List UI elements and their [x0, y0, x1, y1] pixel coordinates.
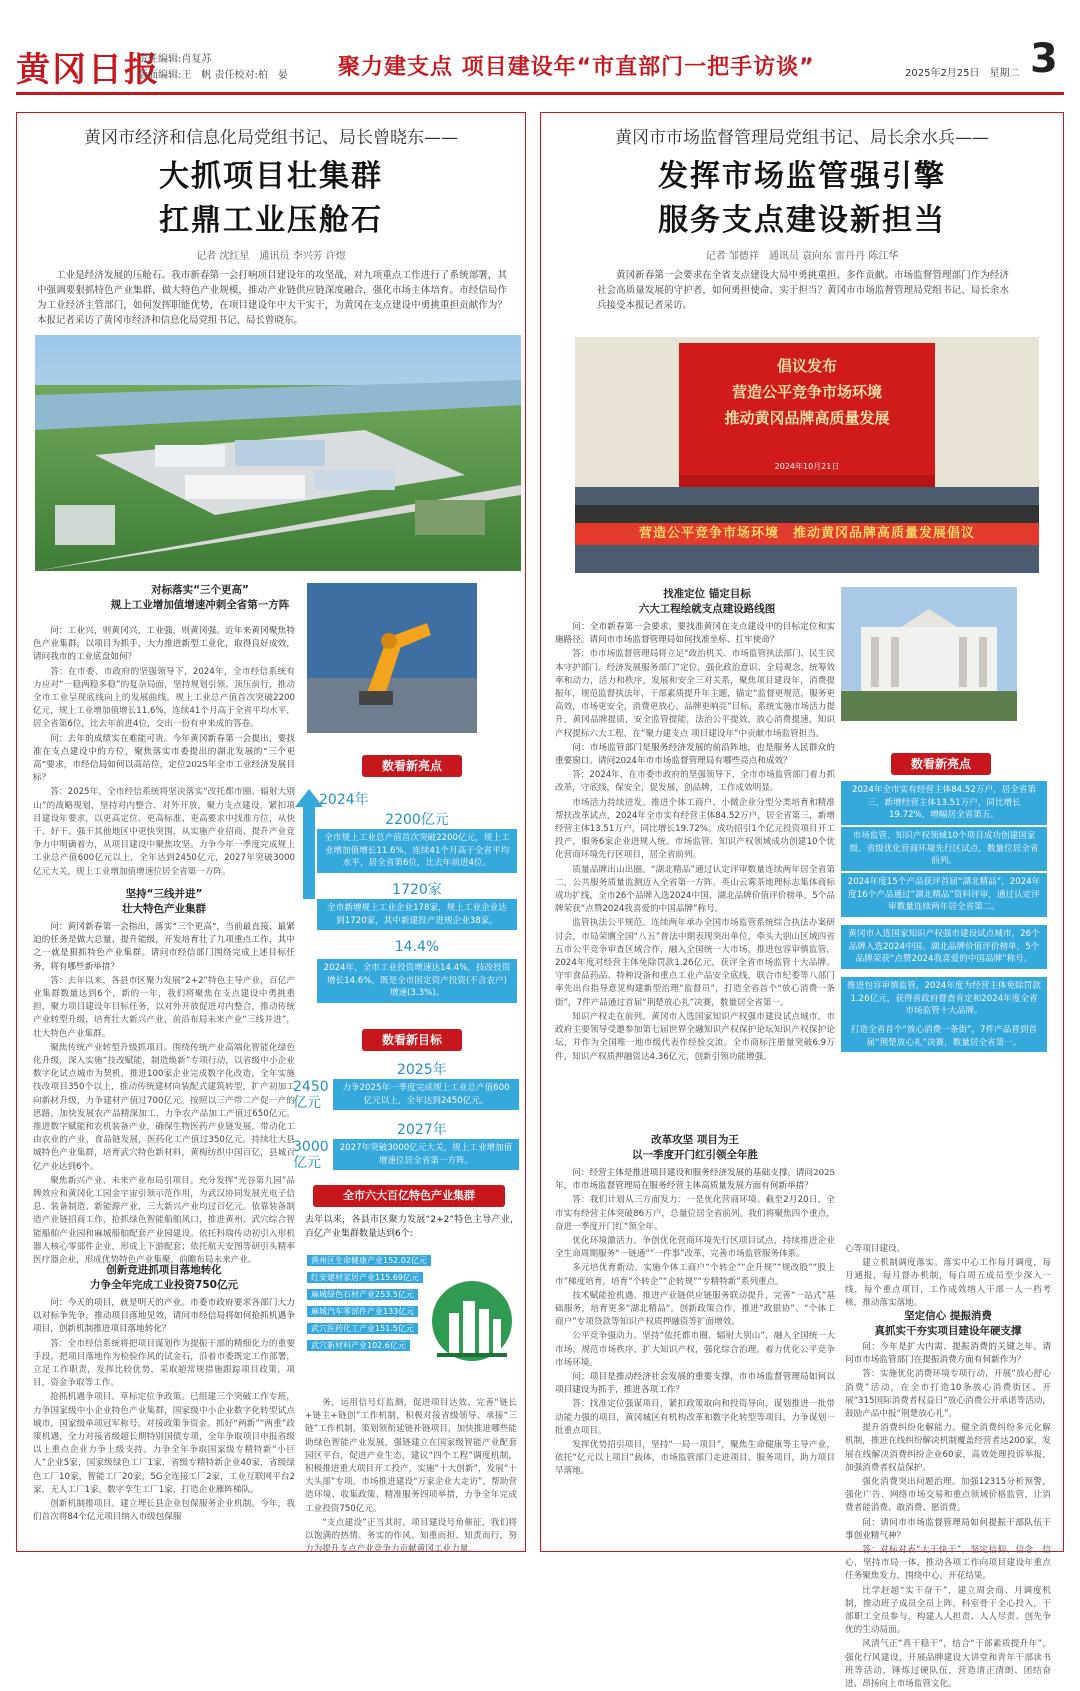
left-subhead-3-line-2: 力争全年完成工业投资750亿元	[90, 1279, 238, 1291]
industry-cluster-item: 麻城绿色石材产业253.5亿元	[307, 1289, 418, 1300]
left-goals-badge: 数看新目标	[362, 1029, 462, 1051]
right-stats-badge: 数看新亮点	[891, 753, 991, 775]
banner-line-2: 营造公平竞争市场环境	[731, 383, 882, 401]
right-paragraph-enforcement: 监管执法公平规范。连续两年承办全国市场监管系统综合执法办案研讨会，市局荣膺全国“八五”普法中期表现突出单位，牵头大别山区域四省五市公平竞争审查区域合作，融入全国统一大市场。推进包容审慎监管，2024年度对经营主体免除罚款1.26亿元，获评全省市场监管十大品牌。守牢食品药品、特种设备和重点工业产品安全底线，联合市纪委等八部门率先出台指导意见构建新型治理“监督员”，打造全省首个“放心消费一条街”，7件产品通过首届“荆楚放心礼”决赛，数量居全省第一。	[555, 918, 835, 1008]
right-answer-6: 答：对标对表“大干快干”，坚定信仰、信念、信心，坚持市局一体，推动各项工作向项目建设年重点任务聚焦发力，围绕中心，开花结果。	[845, 1545, 1051, 1582]
industrial-park-image	[35, 335, 521, 571]
industry-cluster-item: 红安建材家居产业115.69亿元	[307, 1272, 423, 1283]
left-body-block-4	[305, 1397, 517, 1555]
right-question-1: 问：全市新春第一会要求，要找准黄冈在支点建设中的目标定位和实施路径。请问市市场监督管理局如何找准坐标、扛牢使命？	[555, 622, 835, 646]
right-question-3: 问：经营主体是推进项目建设和服务经济发展的基础支撑。请问2025年，市市场监督管理局在服务经营主体高质量发展方面有何新举措？	[555, 1168, 835, 1192]
left-paragraph-closing: “支点建设”正当其时，项目建设号角催征，我们将以饱满的热情、务实的作风、知重而担、知责而行，努力为提升支点产业竞争力贡献黄冈工业力量。	[305, 1517, 517, 1555]
left-question-1: 问：工业兴，则黄冈兴，工业强，则黄冈强。近年来黄冈聚焦特色产业集群，以项目为抓手，大力推进新型工业化，取得良好成效，请问我市的工业底盘如何？	[33, 626, 295, 663]
factory-city-icon	[427, 1263, 517, 1373]
page-number: 3	[1030, 36, 1058, 82]
left-industries-badge: 全市六大百亿特色产业集群	[313, 1185, 505, 1207]
right-title-line-2: 服务支点建设新担当	[658, 203, 946, 238]
right-body-block-1	[555, 621, 835, 1131]
left-stat-2-desc: 全市新增规上工业企业178家，规上工业企业达到1720家，其中新建投产进规企业38家。	[317, 899, 517, 930]
right-answer-5: 答：实施优化消费环境专项行动，开展“放心舒心消费”活动，在全市打造10条放心消费街区。开展“315国际消费者权益日”放心消费公开承诺等活动，鼓励产品中报“荆楚放心礼”。	[845, 1369, 1051, 1420]
banner-text	[679, 353, 935, 431]
left-stat-1-value: 2200亿元	[385, 812, 449, 828]
industry-cluster-item: 麻城汽车零部件产业133亿元	[307, 1306, 418, 1317]
left-intro: 工业是经济发展的压舱石。我市新春第一会打响项目建设年的攻坚战，对九项重点工作进行了系统部署，其中强调要狠抓特色产业集群，做大特色产业规模，推动产业链供应链深度融合，强化市场主体培育。市经信局作为工业经济主管部门，如何发挥职能优势，在项目建设年中大干实干，为黄冈在支点建设中勇挑重担贡献作为？本报记者采访了黄冈市经济和信息化局党组书记、局长曾晓东。	[37, 270, 507, 326]
right-body-block-2	[555, 1167, 835, 1545]
left-kicker: 黄冈市经济和信息化局党组书记、局长曾晓东——	[84, 128, 458, 148]
newspaper-logo: 黄冈日报	[16, 50, 160, 90]
left-byline: 记者 沈红星 通讯员 李兴芳 许煜	[196, 251, 346, 262]
right-body-block-4	[845, 1341, 1051, 1690]
banner-line-3: 推动黄冈品牌高质量发展	[724, 409, 890, 427]
industrial-park-aerial-photo	[35, 335, 521, 571]
left-answer-2: 答：2025年，全市经信系统将坚决落实“改托都市圈、辐射大别山”的战略规划，坚持对内整合、对外开放，聚力支点建设，紧扣项目建设年要求，以更高定位、更高标准、更高要求中找准方位，从快干、好干、强干其他地区中更快突围，从实施产业招商、提升产业竞争力中明确着力，从项目建设中聚焦攻坚。力争今年一季度完成规上工业总产值600亿元以上，全年达到2450亿元，2027年突破3000亿元大关，规上工业增加值增速位居全省第一方阵。	[33, 787, 295, 877]
left-paragraph-transform: 聚焦传统产业转型升级抓项目。围绕传统产业高端化智能化绿色化升级，深入实施“技改赋能，制造焕新”专项行动，以省级中小企业数字化试点城市为契机，推进100家企业完成数字化改造，全年实施技改项目350个以上，推动传统建材向装配式建筑转型，扩产初加工向新材升级，力争建材产值过700亿元。按照以三产带二产促一产的思路，加快发展农产品精深加工，力争农产品加工产值过650亿元。推进数字赋能和农机装备产业，确保生物医药产业链发展，带动化工由农业的产业、食品链发展，医药化工产值过350亿元。持续壮大县城特色产业集群，培育武穴特色新材料，黄梅纺织中国百亿，县城百亿产业达到6个。	[33, 1042, 295, 1172]
right-paragraph-tech: 技术赋能抢机遇。推进产业链供应链服务联动提升，完善“一站式”基础服务，培育更多“湖北精品”。创新政策合作，推进“政银协”、“个体工商户”专项贷款等知识产权质押融资等扩面增效。	[555, 1290, 835, 1328]
right-question-5: 问：今年是扩大内需、提振消费的关键之年。请问市市场监管部门在提振消费方面有何新作为？	[845, 1342, 1051, 1366]
right-stat-item: 黄冈市入选国家知识产权强市建设试点城市，26个品牌入选2024中国、湖北品牌价值评价榜单，5个品牌荣获“点赞2024我喜爱的中国品牌”称号。	[841, 925, 1047, 969]
right-title-line-1: 发挥市场监管强引擎	[658, 159, 946, 194]
right-paragraph-continued: 心等项目建设。	[845, 1244, 906, 1254]
right-paragraph-integrity: 风清气正“真干稳干”，结合“干部素质提升年”，强化行风建设，开展品牌建设大讲堂和青年干部读书班等活动，锤炼过硬队伍，营造清正清朗、团结奋进、昂扬向上市场监管文化。	[845, 1639, 1051, 1690]
left-body-block-2	[33, 921, 295, 1266]
right-answer-2: 答：2024年，在市委市政府的坚强领导下，全市市场监管部门着力抓改革，守底线，保安全，促发展，创品牌，工作成效明显。	[555, 770, 835, 794]
staff-credits	[138, 52, 288, 84]
left-body-block-1	[33, 625, 295, 881]
page-slogan: 聚力建支点 项目建设年“市直部门一把手访谈”	[338, 55, 815, 80]
right-paragraph-competition: 公平竞争强动力。坚持“依托都市圈、辐射大别山”，融入全国统一大市场，规范市场秩序，扩大知识产权，强化综合治理，着力优化公平竞争市场环境。	[555, 1331, 835, 1368]
right-stat-item: 2024年全市实有经营主体84.52万户，居全省第三，新增经营主体13.51万户，同比增长19.72%，增幅居全省第五。	[841, 781, 1047, 825]
right-question-2: 问：市场监管部门是服务经济发展的前沿阵地，也是服务人民群众的重要窗口。请问2024年市市场监督管理局有哪些亮点和成效？	[555, 742, 835, 767]
left-body-block-3	[33, 1297, 295, 1545]
right-paragraph-cultivate: 多元培优育新动。实施个体工商户“个转企”“企升规”“规改股”“股上市”梯度培育，培育“个转企”“企转规”“专精特新”系列重点。	[555, 1263, 835, 1287]
right-stat-item: 打造全省首个“放心消费一条街”，7件产品晋到首届“荆楚放心礼”决赛，数量居全省第一。	[841, 1021, 1047, 1052]
right-stat-item: 推进包容审慎监管，2024年度为经营主体免除罚款1.26亿元，获得省政府督查肯定和2024年度全省市场监管十大品牌。	[841, 977, 1047, 1021]
left-goal-2-value: 3000亿元	[293, 1139, 329, 1171]
industry-cluster-graphic	[427, 1263, 517, 1373]
right-paragraph-vitality: 市场活力持续迸发。推进个体工商户、小微企业分型分类培育和精准帮扶改革试点，2024年全市实有经营主体84.52万户，居全省第三，新增经营主体13.51万户，同比增长19.72%。成功招引1个亿元投资项目开工投产，服务6家企业进规入统。市场监管、知识产权领域成功创建10个优化营商环境先行区项目，居全省前列。	[555, 797, 835, 861]
left-goal-1-value: 2450亿元	[293, 1079, 329, 1111]
issue-date: 2025年2月25日 星期二	[905, 68, 1020, 79]
right-subhead-3	[845, 1309, 1051, 1339]
left-subhead-2-line-1: 坚持“三线并进”	[125, 888, 203, 900]
industry-cluster-item: 黄州区生命健康产业152.02亿元	[307, 1255, 431, 1266]
masthead	[0, 0, 1080, 92]
right-subhead-3-line-2: 真抓实干夯实项目建设年硬支撑	[874, 1325, 1022, 1337]
left-subhead-1-line-2: 规上工业增加值增速冲刺全省第一方阵	[110, 599, 290, 611]
left-paragraph-emerging: 聚焦新兴产业、未来产业布局引项目。充分发挥“光谷第九园”品牌效应和黄冈化工园金宇宙引领示范作用，为武汉协同发展光电子信息、装备制造、新能源产业，三大新兴产业均过百亿元。依靠装备制造产业链招商工作，抢抓绿色智能船舶风口，推进黄州、武穴综合智能船舶产业园和麻城船舶配套产业园建设。依托科瑞传动初引入形机器人核心零部件企业，形成上下游配套；依托航天安图等研引头精率医疗器企业，形成优势特色产业集聚，前瞻布局未来产业。	[33, 1175, 295, 1266]
right-subhead-1-line-1: 找准定位 锚定目标	[663, 588, 751, 600]
right-subhead-1	[557, 587, 857, 617]
event-strip-banner: 营造公平竞争市场环境 推动黄冈品牌高质量发展倡议	[575, 523, 1039, 545]
right-paragraph-schedule: 建立机制调度落实。落实中心工作每月调度，每月通报，每月督办机制，每白周五成员至少深入一线，每个重点项目，工作成效纳入干部一人一档考核，推动落实落地。	[845, 1258, 1051, 1308]
left-industries-intro: 去年以来，各县市区聚力发展“2+2”特色主导产业，百亿产业集群数量达到6个:	[305, 1215, 519, 1239]
fair-competition-event-photo	[575, 337, 1039, 573]
right-stat-item: 市场监管、知识产权领域10个项目成功创建国家级、省级优化营商环境先行区试点，数量位居全省前列。	[841, 827, 1047, 871]
building-image	[841, 587, 1017, 721]
government-building-photo	[841, 587, 1017, 721]
right-article	[540, 112, 1064, 1690]
right-subhead-2-line-2: 以一季度开门红引领全年胜	[632, 1149, 758, 1161]
right-subhead-3-line-1: 坚定信心 提振消费	[904, 1310, 992, 1322]
right-paragraph-ip: 知识产权走在前列。黄冈市入选国家知识产权强市建设试点城市，市政府主要领导受邀参加第七届世界全融知识产权保护论坛知识产权保护论坛，并作为全国唯一地市级代表作经验交流。全市商标注册量突破6.9万件，知识产权质押融资达4.36亿元，创新引领功能增强。	[555, 1011, 835, 1062]
arrow-shaft	[303, 807, 315, 899]
right-paragraph-governance: 强化消费突出问题治理。加强12315分析预警，强化广告、网络市场交易和重点领域价格监管，让消费者能消费、敢消费、愿消费。	[845, 1477, 1051, 1514]
industry-cluster-item: 武穴新材料产业102.6亿元	[307, 1340, 410, 1351]
left-stat-3-desc: 2024年，全市工业投资增速达14.4%，技改投资增长14.6%，既是全市固定资产投资(不含农户)增速(3.3%)。	[317, 959, 517, 1003]
right-paragraph-environment: 优化环境激活力。争创优化营商环境先行区项目试点，持续推进企业全生命周期服务“一链通”“一件事”改革，完善市场监管服务体系。	[555, 1236, 835, 1260]
right-body-block-3	[845, 1243, 1051, 1308]
left-subhead-2-line-2: 壮大特色产业集群	[122, 903, 206, 915]
staff-line-1: 责任编辑:肖复苏	[138, 54, 212, 65]
masthead-divider	[16, 92, 1064, 95]
left-goal-2-desc: 2027年突破3000亿元大关，规上工业增加值增速位居全省第一方阵。	[333, 1139, 519, 1170]
left-title-line-2: 扛鼎工业压舱石	[159, 203, 383, 238]
right-paragraph-attract: 发挥优势招引项目，坚持“一局一项目”，聚焦生命健康等主导产业，依托“亿元以上项目”载体，市场监管部门走进项目、服务项目，助力项目早落地。	[555, 1440, 835, 1477]
left-paragraph-policy: 抢抓机遇争项目。草标定位争政策。已组建三个突破工作专班，力争国家级中小企业特色产业集群，国家级中小企业数字化转型试点城市，国家级单项冠军称号。对接政策争资金。抓好“两新”“两重”政策机遇，全力对接省级超长期特别国债专项，全年争取项目申报省级以上重点企业力争上级支持。力争全年争取国家级专精特新“小巨人”企业5家，国家级绿色工厂1家，省级专精特新企业40家，省级绿色工厂10家，智能工厂20家，5G全连接工厂2家，工业互联网平台2家，无人工厂1家，数字孪生工厂1家，打造企业雁阵梯队。	[33, 1392, 295, 1495]
right-subhead-2-line-1: 改革攻坚 项目为王	[651, 1134, 739, 1146]
banner-date: 2024年10月21日	[774, 462, 840, 471]
right-answer-3: 答：我们计划从三方面发力：一是优化营商环境。截至2月20日，全市实有经营主体突破86万户，总量位居全省前列。我们将聚焦四个重点，奋进一季度开门红“领全年。	[555, 1195, 835, 1232]
left-article	[16, 112, 526, 1555]
left-paragraph-continued: 务，运用信号灯监测，促进项目达效。完善“链长+链主+链创”工作机制，积极对接省级领导、承接“三链”工作机制，策划领衔延链补链项目，加快推进哪些能助绿色智能产业发展，强链建立在国家级智能产业配套园区平台，促进产业生态，建议“四个工程”调度机制，积极推进重大项目开工投产，实施“十大创新”，发展“十大头部”专项。市场推进建设“万家企业大走访”，帮助营造环境、收集政策、精准服务四项举措，力争全年完成工业投资750亿元。	[305, 1398, 517, 1514]
left-stat-2-value: 1720家	[392, 882, 442, 898]
staff-line-2: 版面编辑:王 帆 责任校对:柏 晏	[138, 70, 288, 81]
left-goal-1-desc: 力争2025年一季度完成规上工业总产值600亿元以上，全年达到2450亿元。	[333, 1079, 519, 1110]
right-question-6: 问：请问市市场监督管理局如何提振干部队伍干事创业精气神？	[845, 1517, 1051, 1541]
right-answer-1: 答：市市场监督管理局将立足“政治机关、市场监管执法部门、民生民本守护部门、经济发展服务部门”定位，强化政治意识、全局观念、统筹效率和动力，活力和秩序，发展和安全三对关系，聚焦项目建设年，消费提振年，规范监督执法年，干部素质提升年主题，锚定“监督更规范，服务更高效，市场更安全，消费更放心，品牌更响亮”目标，系统实施市场活力提升，黄冈品牌提质，安全监管提能，法治公平提效，放心消费提速，知识产权提标六大工程，在“聚力建支点 项目建设年”中贡献市场监管担当。	[555, 649, 835, 739]
right-paragraph-quality: 质量品牌出山出圈。“湖北精品”通过认定评审数量连续两年居全省第二，公共服务质量监测迈入全省第一方阵。英山云雾茶地理标志集体商标成功扩线，全市26个品牌入选2024中国、湖北品牌价值评价榜单，5个品牌荣获“点赞2024我喜爱的中国品牌”称号。	[555, 864, 835, 915]
left-answer-3: 答：去年以来，各县市区聚力发展“2+2”特色主导产业，百亿产业集群数量达到6个，新的一年，我们将聚焦在支点建设中勇挑重担，聚力项目建设年目标任务，以对外开放促进对内整合，推动传统产业转型升级，培育壮大新兴产业，前沿布局未来产业“三线并进”，壮大特色产业集群。	[33, 975, 295, 1039]
left-stats-badge: 数看新亮点	[362, 755, 462, 777]
robot-arm-image	[307, 583, 477, 733]
left-stat-1-year: 2024年	[319, 792, 369, 808]
right-answer-4: 答：找准定位强谋项目，紧扣政策取向和投资导向，谋划推进一批带动能力强的项目，黄冈城区有机构改革和数字化转型等项目，力争谋划一批重点项目。	[555, 1399, 835, 1436]
left-subhead-3	[33, 1263, 295, 1293]
left-paragraph-mechanism: 创新机制推项目。建立埋长县企业包保服务企业机制。今年，我们首次将84个亿元项目纳入市级包保服	[33, 1499, 295, 1523]
right-paragraph-emulate: 比学赶超“实干奋干”，建立周会商、月调度机制，推动班子成员全员上阵，科室骨干全心投入，干部职工全员参与，构建人人担责、人人尽责、创先争优的生动局面。	[845, 1585, 1051, 1636]
left-subhead-2	[33, 887, 295, 917]
right-subhead-1-line-2: 六大工程绘就支点建设路线图	[638, 603, 776, 615]
right-subhead-2	[555, 1133, 835, 1163]
left-question-4: 问：今天的项目，就是明天的产业。市委市政府要求各部门大力以对标争先争，推动项目落地见效，请问市经信局将如何抢抓机遇争项目，创新机制推进项目落地转化？	[33, 1298, 295, 1335]
left-answer-4: 答：全市经信系统将把项目谋划作为提振干部的精细化力的重要手段，把项目落地作为检验作风的试金石，沿着市委既定工作部署，立足工作职责，发挥比较优势，采取超常规措施跟踪项目政策，项目，资金争取等工作。	[33, 1338, 295, 1389]
right-stat-item: 2024年度15个产品获评首届“湖北精品”，2024年度16个产品通过“湖北精品”资料评审，通过认定评审数量连续两年居全省第二。	[841, 873, 1047, 917]
right-paragraph-disputes: 提升消费纠纷化解能力。健全消费纠纷多元化解机制，推进在线纠纷解决机制覆盖经营者达200家，发展在线解决消费纠纷企业60家，高效处理投诉举报，加强消费者权益保护。	[845, 1423, 1051, 1473]
right-byline: 记者 邹德祥 通讯员 袁向东 雷丹丹 陈江华	[705, 251, 899, 262]
left-title-line-1: 大抓项目壮集群	[159, 159, 383, 194]
left-question-2: 问：去年的成绩实在难能可贵。今年黄冈新春第一会提出，要找准在支点建设中的方位，聚焦落实市委提出的湖北发展的“三个更高”要求，市经信局如何以高站位，定位2025年全市工业经济发展目标？	[33, 733, 295, 784]
left-question-3: 问：黄冈新春第一会指出，落实“三个更高”，当前最直接、最紧迫的任务是做大总量、提升能级，开发培育壮了九项重点工作，其中之一就是狠抓特色产业集群。请问市经信部门围绕完成上述目标任务，将有哪些新举措？	[33, 922, 295, 972]
left-goal-1-year: 2025年	[397, 1062, 447, 1078]
right-intro: 黄冈新春第一会要求在全省支点建设大局中勇挑重担、多作贡献。市场监督管理部门作为经济社会高质量发展的守护者，如何勇担使命、实干担当？黄冈市市场监督管理局党组书记、局长余水兵接受本报记者采访。	[597, 270, 1009, 311]
industry-cluster-item: 武穴医药化工产业151.5亿元	[307, 1323, 418, 1334]
left-answer-1: 答：在市委、市政府的坚强领导下，2024年，全市经信系统有力应对“一稳两稳多稳”的复杂局面，坚持规划引领、顶压前行，推动全市工业呈现底线向上的发展曲线。规上工业总产值首次突破2200亿元，规上工业增加值增长11.6%，连续41个月高于全省平均水平，居全省第6位，比去年前进4位，交出一份有申来成的答卷。	[33, 666, 295, 730]
right-question-4: 问：项目是推动经济社会发展的重要支撑，市市场监督管理局如何以项目建设为抓手，推进各项工作？	[555, 1372, 835, 1396]
right-kicker: 黄冈市市场监督管理局党组书记、局长余水兵——	[615, 128, 989, 148]
left-stat-3-value: 14.4%	[394, 939, 440, 955]
left-subhead-1-line-1: 对标落实“三个更高”	[151, 584, 249, 596]
left-goal-2-year: 2027年	[397, 1122, 447, 1138]
left-stat-1-desc: 全市规上工业总产值首次突破2200亿元，规上工业增加值增长11.6%，连续41个月高于全省平均水平，居全省第6位，比去年前进4位。	[317, 829, 517, 873]
left-subhead-3-line-1: 创新竞进抓项目落地转化	[106, 1264, 222, 1276]
banner-line-1: 倡议发布	[776, 357, 837, 375]
robot-arm-photo	[307, 583, 477, 733]
